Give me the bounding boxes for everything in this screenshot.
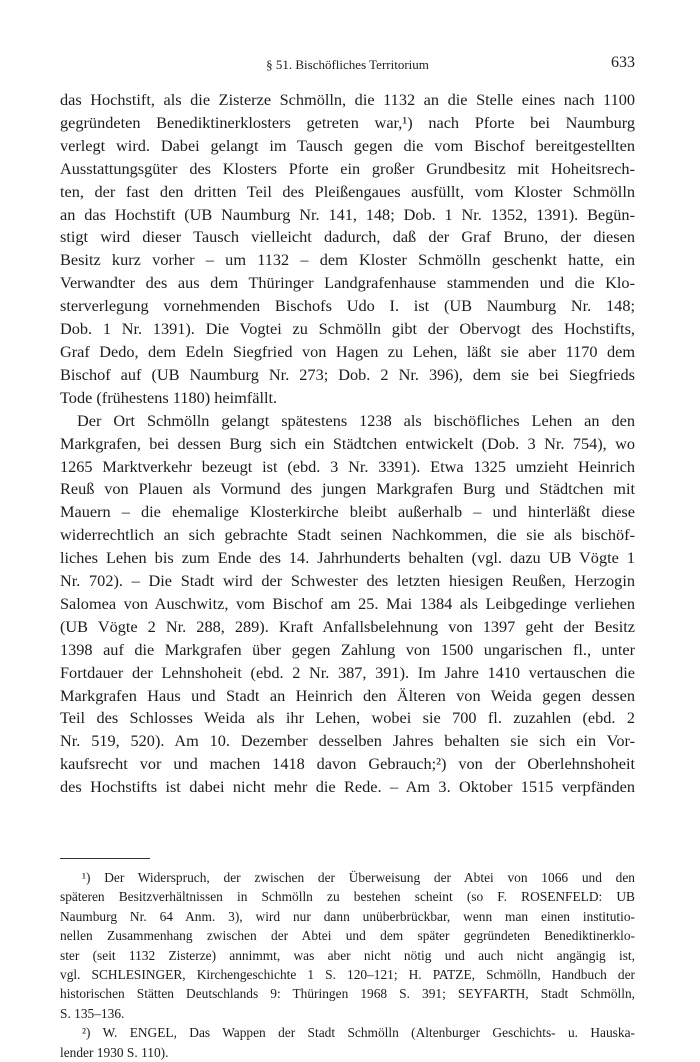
text-line: Nr. 519, 520). Am 10. Dezember desselben Jahres behalten sie sich ein Vor-: [60, 731, 635, 751]
text-line: Bischof auf (UB Naumburg Nr. 273; Dob. 2 Nr. 396), dem sie bei Siegfrieds: [60, 364, 635, 384]
text-line: Salomea von Auschwitz, vom Bischof am 25. Mai 1384 als Leibgedinge verliehen: [60, 593, 635, 613]
text-line: Fortdauer der Lehnshoheit (ebd. 2 Nr. 387, 391). Im Jahre 1410 vertauschen die: [60, 662, 635, 682]
text-line: kaufsrecht vor und machen 1418 davon Gebrauch;²) von der Oberlehnshoheit: [60, 754, 635, 774]
footnote-line: ²) W. ENGEL, Das Wappen der Stadt Schmölln (Altenburger Geschichts- u. Hauska-: [82, 1025, 635, 1041]
text-line: Besitz kurz vorher – um 1132 – dem Kloster Schmölln geschenkt hatte, ein: [60, 250, 635, 270]
main-text: [60, 89, 635, 799]
text-line: des Hochstifts ist dabei nicht mehr die Rede. – Am 3. Oktober 1515 verpfänden: [60, 777, 635, 797]
text-line: Graf Dedo, dem Edeln Siegfried von Hagen zu Lehen, läßt sie aber 1170 dem: [60, 341, 635, 361]
text-line: stigt wird dieser Tausch vielleicht dadurch, daß der Graf Bruno, der diesen: [60, 227, 635, 247]
running-title: § 51. Bischöfliches Territorium: [266, 57, 429, 72]
footnote-line: lender 1930 S. 110).: [60, 1044, 169, 1060]
text-line: Ausstattungsgüter des Klosters Pforte ein großer Grundbesitz mit Hoheitsrech-: [60, 158, 635, 178]
text-line: Teil des Schlosses Weida als ihr Lehen, wobei sie 700 fl. zuzahlen (ebd. 2: [60, 708, 635, 728]
text-line: liches Lehen bis zum Ende des 14. Jahrhunderts behalten (vgl. dazu UB Vögte 1: [60, 548, 635, 568]
text-line: Der Ort Schmölln gelangt spätestens 1238 als bischöfliches Lehen an den: [77, 410, 635, 430]
text-line: gegründeten Benediktinerklosters getreten war,¹) nach Pforte bei Naumburg: [60, 112, 635, 132]
footnote-line: vgl. SCHLESINGER, Kirchengeschichte 1 S. 120–121; H. PATZE, Schmölln, Handbuch der: [60, 967, 635, 983]
text-line: das Hochstift, als die Zisterze Schmölln, die 1132 an die Stelle eines nach 1100: [60, 90, 635, 109]
text-line: sterverlegung vornehmenden Bischofs Udo I. ist (UB Naumburg Nr. 148;: [60, 296, 635, 316]
text-line: Dob. 1 Nr. 1391). Die Vogtei zu Schmölln gibt der Obervogt des Hochstifts,: [60, 319, 635, 339]
text-line: Tode (frühestens 1180) heimfällt.: [60, 387, 278, 407]
footnote-line: ster (seit 1132 Zisterze) annimmt, was aber nicht nötig und auch nicht angängig ist,: [60, 947, 635, 963]
footnote-line: späteren Besitzverhältnissen in Schmölln zu bestehen scheint (so F. ROSENFELD: UB: [60, 889, 635, 905]
text-line: verlegt wird. Dabei gelangt im Tausch gegen die vom Bischof bereitgestellten: [60, 135, 635, 155]
footnote-line: nellen Zusammenhang zwischen der Abtei und dem später gegründeten Benediktinerklo-: [60, 928, 635, 944]
text-line: Markgrafen, bei dessen Burg sich ein Städtchen entwickelt (Dob. 3 Nr. 754), wo: [60, 433, 635, 453]
text-line: Reuß von Plauen als Vormund des jungen Markgrafen Burg und Städtchen mit: [60, 479, 635, 499]
page-number: 633: [611, 54, 635, 71]
text-line: widerrechtlich an sich gebrachte Stadt seinen Nachkommen, die sie als bischöf-: [60, 525, 635, 545]
text-line: Markgrafen Haus und Stadt an Heinrich den Älteren von Weida gegen dessen: [60, 685, 635, 705]
text-line: 1398 auf die Markgrafen über gegen Zahlung von 1500 ungarischen fl., unter: [60, 639, 635, 659]
text-line: Mauern – die ehemalige Klosterkirche bleibt außerhalb – und hinterläßt diese: [60, 502, 635, 522]
footnote-line: Naumburg Nr. 64 Anm. 3), wird nur dann unüberbrückbar, wenn man einen institutio-: [60, 908, 635, 924]
text-line: an das Hochstift (UB Naumburg Nr. 141, 148; Dob. 1 Nr. 1352, 1391). Begün-: [60, 204, 635, 224]
footnote-line: ¹) Der Widerspruch, der zwischen der Überweisung der Abtei von 1066 und den: [82, 870, 635, 885]
footnote-line: S. 135–136.: [60, 1005, 125, 1021]
text-line: (UB Vögte 2 Nr. 288, 289). Kraft Anfallsbelehnung von 1397 geht der Besitz: [60, 616, 635, 636]
footnote-separator: [60, 858, 150, 859]
footnotes: [60, 868, 635, 1062]
text-line: ten, der fast den dritten Teil des Pleißengaues ausfüllt, vom Kloster Schmölln: [60, 181, 635, 201]
text-line: Nr. 702). – Die Stadt wird der Schwester des letzten hiesigen Reußen, Herzogin: [60, 571, 635, 591]
text-line: 1265 Marktverkehr bezeugt ist (ebd. 3 Nr. 3391). Etwa 1325 umzieht Heinrich: [60, 456, 635, 476]
text-line: Verwandter des aus dem Thüringer Landgrafenhause stammenden und die Klo-: [60, 273, 635, 293]
footnote-line: historischen Stätten Deutschlands 9: Thüringen 1968 S. 391; SEYFARTH, Stadt Schmölln,: [60, 986, 635, 1002]
page-header: [60, 54, 635, 76]
